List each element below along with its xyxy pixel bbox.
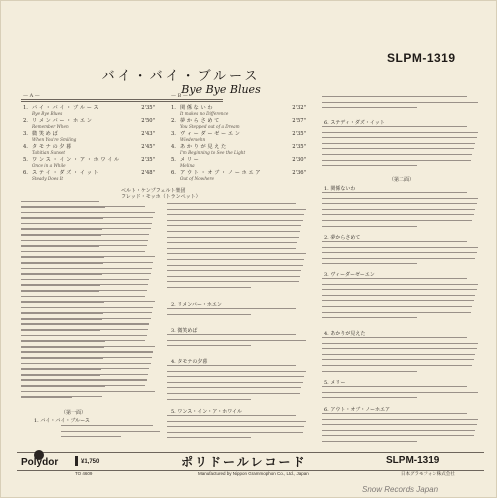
track-note-heading: 2. 夢からさめて: [324, 235, 361, 241]
track-title-japanese: 関 係 な い わ: [180, 105, 213, 111]
track-title-japanese: メ リ ー: [180, 157, 199, 163]
small-print-line: [21, 363, 151, 364]
track-duration: 2'35": [292, 131, 306, 137]
side-a-label: — A —: [23, 93, 40, 99]
small-print-line: [322, 397, 417, 398]
track-number: 2.: [23, 118, 28, 124]
track-title-english: Steady Does It: [32, 176, 64, 181]
track-duration: 2'48": [141, 170, 155, 176]
company-name-japanese: 日本グラモフォン株式会社: [401, 471, 455, 476]
track-title-japanese: タ モ ナ の 夕 暮: [32, 144, 72, 150]
track-row: [23, 118, 155, 130]
small-print-line: [167, 345, 251, 346]
small-print-line: [21, 279, 149, 280]
small-print-line: [322, 371, 417, 372]
small-print-line: [21, 273, 151, 274]
track-title-japanese: バ イ ・ バ イ ・ ブ ル ー ス: [32, 105, 99, 111]
small-print-line: [322, 424, 477, 425]
small-print-line: [21, 301, 155, 302]
small-print-line: [322, 102, 478, 103]
small-print-line: [322, 137, 477, 138]
small-print-line: [322, 435, 474, 436]
small-print-line: [167, 308, 296, 309]
track-title-japanese: あ か り が 見 え た: [180, 144, 227, 150]
small-print-line: [21, 329, 148, 330]
small-print-line: [21, 245, 147, 246]
track-title-english: Wiedersehn: [180, 137, 206, 142]
track-title-english: Once in a While: [32, 163, 66, 168]
manufacturer-credit: Manufactured by Nippon Grammophon Co., Ltd., Japan: [198, 471, 309, 476]
small-print-line: [322, 392, 478, 393]
small-print-line: [61, 431, 160, 432]
small-print-line: [167, 209, 306, 210]
liner-notes-column-2d: [167, 365, 307, 407]
small-print-line: [21, 223, 152, 224]
liner-notes-column-1b: [21, 206, 156, 406]
track-note-heading: 5. メリー: [324, 380, 346, 386]
track-duration: 2'35": [292, 144, 306, 150]
small-print-line: [167, 393, 300, 394]
small-print-line: [21, 217, 153, 218]
small-print-line: [21, 296, 145, 297]
track-row: [171, 157, 306, 169]
track-title-english: I'm Beginning to See the Light: [180, 150, 246, 155]
small-print-line: [322, 126, 467, 127]
track-duration: 2'57": [292, 118, 306, 124]
small-print-line: [21, 212, 155, 213]
small-print-line: [322, 278, 467, 279]
track-note-heading: 6. ステディ・ダズ・イット: [324, 120, 385, 126]
small-print-line: [21, 268, 152, 269]
track-duration: 2'35": [141, 105, 155, 111]
track-row: [171, 144, 306, 156]
small-print-line: [322, 430, 475, 431]
small-print-line: [322, 359, 474, 360]
small-print-line: [167, 437, 251, 438]
small-print-line: [21, 351, 153, 352]
small-print-line: [322, 214, 474, 215]
small-print-line: [21, 379, 147, 380]
small-print-line: [322, 419, 478, 420]
track-duration: 2'43": [141, 131, 155, 137]
track-duration: 2'36": [292, 170, 306, 176]
small-print-line: [21, 335, 147, 336]
track-row: [23, 144, 155, 156]
small-print-line: [21, 256, 155, 257]
track-title-english: Bye Bye Blues: [32, 111, 63, 116]
small-print-line: [21, 228, 151, 229]
small-print-line: [322, 386, 467, 387]
small-print-line: [167, 248, 296, 249]
brand-logo-text: Polydor: [21, 457, 59, 468]
small-print-line: [322, 413, 467, 414]
divider: [21, 101, 223, 102]
small-print-line: [21, 368, 149, 369]
small-print-line: [21, 340, 145, 341]
small-print-line: [322, 241, 467, 242]
small-print-line: [21, 284, 148, 285]
small-print-line: [167, 231, 300, 232]
small-print-line: [322, 263, 417, 264]
track-duration: 2'45": [141, 144, 155, 150]
track-row: [171, 131, 306, 143]
small-print-line: [167, 314, 251, 315]
album-title-japanese: バイ・バイ・ブルース: [101, 69, 261, 84]
small-print-line: [167, 253, 306, 254]
price-value: ¥1,750: [81, 458, 100, 465]
small-print-line: [167, 399, 251, 400]
track-number: 6.: [23, 170, 28, 176]
small-print-line: [167, 203, 296, 204]
price-code: TO 4609: [75, 471, 93, 476]
track-row: [23, 105, 155, 117]
track-number: 6.: [171, 170, 176, 176]
small-print-line: [167, 334, 296, 335]
liner-notes-column-2e: [167, 415, 307, 447]
track-title-japanese: ア ウ ト ・ オ ブ ・ ノ ー ホ エ ア: [180, 170, 261, 176]
small-print-line: [167, 281, 299, 282]
small-print-line: [21, 201, 99, 202]
track-row: [171, 118, 306, 130]
track-note-heading: 3. ヴィーダーゼーエン: [324, 272, 375, 278]
small-print-line: [322, 306, 472, 307]
small-print-line: [21, 290, 147, 291]
track-title-english: It makes no Difference: [180, 111, 229, 116]
small-print-line: [322, 284, 478, 285]
track-duration: 2'32": [292, 105, 306, 111]
small-print-line: [167, 382, 303, 383]
liner-notes-column-2c: [167, 334, 307, 356]
small-print-line: [322, 209, 475, 210]
small-print-line: [21, 323, 149, 324]
small-print-line: [322, 312, 471, 313]
liner-notes-column-1-end: [61, 425, 161, 447]
track-number: 1.: [23, 105, 28, 111]
track-title-english: Out of Nowhere: [180, 176, 214, 181]
track-duration: 2'50": [141, 118, 155, 124]
small-print-line: [322, 289, 477, 290]
small-print-line: [167, 276, 300, 277]
small-print-line: [322, 226, 417, 227]
track-number: 3.: [171, 131, 176, 137]
side-b-label: — B —: [171, 93, 188, 99]
track-title-japanese: 夢 か ら さ め て: [180, 118, 220, 124]
track-row: [171, 105, 306, 117]
track-number: 5.: [23, 157, 28, 163]
track-title-english: Melina: [180, 163, 195, 168]
liner-notes-column-3b: [322, 126, 480, 174]
small-print-line: [21, 251, 145, 252]
small-print-line: [167, 426, 304, 427]
small-print-line: [322, 143, 475, 144]
track-row: [171, 170, 306, 182]
small-print-line: [322, 348, 477, 349]
small-print-line: [322, 107, 417, 108]
small-print-line: [167, 371, 306, 372]
small-print-line: [322, 252, 477, 253]
liner-notes-column-3g: [322, 386, 480, 404]
liner-notes-column-3d: [322, 241, 480, 269]
small-print-line: [21, 374, 148, 375]
small-print-line: [167, 214, 304, 215]
small-print-line: [167, 270, 301, 271]
track-duration: 2'35": [141, 157, 155, 163]
small-print-line: [322, 343, 478, 344]
small-print-line: [21, 346, 155, 347]
divider: [21, 99, 223, 100]
small-print-line: [167, 225, 301, 226]
small-print-line: [167, 432, 303, 433]
small-print-line: [167, 237, 299, 238]
liner-notes-column-3c: [322, 192, 480, 232]
small-print-line: [61, 436, 121, 437]
track-title-english: You Stepped out of a Dream: [180, 124, 240, 129]
track-row: [23, 157, 155, 169]
small-print-line: [322, 132, 478, 133]
small-print-line: [167, 365, 296, 366]
track-title-japanese: 微 笑 め ば: [32, 131, 58, 137]
small-print-line: [322, 203, 477, 204]
small-print-line: [322, 148, 474, 149]
track-note-heading: 2. リメンバー・ホエン: [171, 302, 222, 308]
soloist-credit: フレッド・モッホ（トランペット）: [121, 194, 201, 200]
small-print-line: [167, 421, 306, 422]
small-print-line: [167, 259, 304, 260]
small-print-line: [167, 340, 306, 341]
small-print-line: [21, 262, 153, 263]
label-name-japanese: ポリドールレコード: [181, 455, 307, 469]
small-print-line: [322, 165, 417, 166]
section-heading-side1: （第一面）: [61, 410, 87, 416]
liner-notes-column-2: [167, 203, 307, 298]
track-note-heading: 6. アウト・オブ・ノーホエア: [324, 407, 391, 413]
small-print-line: [21, 396, 102, 397]
track-title-japanese: リ メ ン バ ー ・ ホ エ ン: [32, 118, 92, 124]
track-number: 3.: [23, 131, 28, 137]
small-print-line: [322, 247, 478, 248]
small-print-line: [21, 391, 155, 392]
small-print-line: [167, 265, 303, 266]
small-print-line: [21, 206, 145, 207]
small-print-line: [322, 154, 472, 155]
small-print-line: [322, 160, 471, 161]
track-number: 2.: [171, 118, 176, 124]
small-print-line: [322, 300, 474, 301]
small-print-line: [322, 337, 467, 338]
track-note-heading: 1. バイ・バイ・ブルース: [34, 418, 90, 424]
track-title-japanese: ヴ ィ ー ダ ー ゼ ー エ ン: [180, 131, 240, 137]
small-print-line: [21, 234, 149, 235]
album-title-english: Bye Bye Blues: [181, 83, 261, 96]
small-print-line: [322, 198, 478, 199]
track-row: [23, 131, 155, 143]
small-print-line: [322, 441, 417, 442]
small-print-line: [322, 317, 417, 318]
small-print-line: [322, 220, 472, 221]
small-print-line: [21, 240, 148, 241]
small-print-line: [322, 354, 475, 355]
track-note-heading: 3. 微笑めば: [171, 328, 198, 334]
small-print-line: [21, 312, 152, 313]
track-duration: 2'30": [292, 157, 306, 163]
small-print-line: [167, 387, 301, 388]
small-print-line: [21, 307, 153, 308]
small-print-line: [61, 425, 153, 426]
track-number: 1.: [171, 105, 176, 111]
track-note-heading: 5. ワンス・イン・ア・ホワイル: [171, 409, 243, 415]
small-print-line: [167, 220, 303, 221]
catalog-number-bottom: SLPM-1319: [386, 455, 440, 466]
track-note-heading: 4. あかりが見えた: [324, 331, 366, 337]
small-print-line: [167, 376, 304, 377]
small-print-line: [167, 287, 251, 288]
track-note-heading: 4. タモナの夕暮: [171, 359, 208, 365]
track-number: 5.: [171, 157, 176, 163]
liner-notes-column-3f: [322, 337, 480, 377]
track-title-japanese: ス テ イ ・ ダ ズ ・ イ ッ ト: [32, 170, 99, 176]
small-print-line: [322, 96, 467, 97]
section-heading-side2: （第二面）: [389, 177, 415, 183]
liner-notes-column-3e: [322, 278, 480, 328]
small-print-line: [322, 192, 467, 193]
small-print-line: [21, 318, 151, 319]
artist-credit: [121, 188, 241, 200]
price-tag: [75, 456, 99, 466]
small-print-line: [322, 365, 472, 366]
small-print-line: [21, 385, 145, 386]
orchestra-name: ベルト・ケンプフェルト楽団: [121, 188, 186, 194]
catalog-number-top: SLPM-1319: [387, 51, 456, 65]
price-bar-icon: [75, 456, 78, 466]
small-print-line: [21, 357, 152, 358]
track-number: 4.: [23, 144, 28, 150]
liner-notes-column-3: [322, 96, 480, 118]
track-title-english: Tahitian Sunset: [32, 150, 66, 155]
small-print-line: [167, 242, 297, 243]
track-note-heading: 1. 関係ないわ: [324, 186, 356, 192]
track-number: 4.: [171, 144, 176, 150]
track-title-english: When You're Smiling: [32, 137, 77, 142]
track-title-japanese: ワ ン ス ・ イ ン ・ ア ・ ホ ワ イ ル: [32, 157, 120, 163]
liner-notes-column-2b: [167, 308, 307, 324]
liner-notes-column-3h: [322, 413, 480, 447]
track-title-english: Remember When: [32, 124, 69, 129]
track-row: [23, 170, 155, 182]
small-print-line: [167, 415, 296, 416]
watermark: Snow Records Japan: [362, 485, 439, 494]
small-print-line: [322, 295, 475, 296]
small-print-line: [322, 258, 475, 259]
